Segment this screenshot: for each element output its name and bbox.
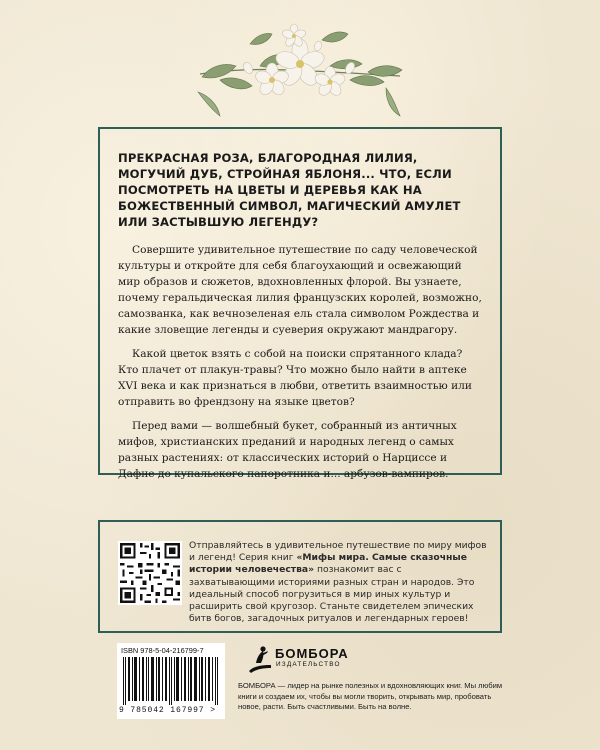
publisher-subtitle: ИЗДАТЕЛЬСТВО	[276, 661, 341, 668]
series-info-text: Отправляйтесь в удивительное путешествие по миру мифов и легенд! Серия книг «Мифы мира. Самые сказочные истории человечества» познакомит вас с захватывающими историями разных стран и народов. Это идеальный способ погрузиться в мир иных культур и расширить свой кругозор. Станьте свидетелем эпических битв богов, загадочных ритуалов и легендарных героев!	[189, 540, 487, 625]
description-paragraph: Совершите удивительное путешествие по саду человеческой культуры и откройте для себя благоухающий и освежающий мир образов и сюжетов, вдохновленных флорой. Вы узнаете, почему геральдическая лилия французских королей, возможно, самозванка, как вечнозеленая ель стала символом Рождества и какие зловещие легенды и суеверия окружают мандрагору.	[118, 244, 482, 336]
bombora-rider-icon	[247, 645, 273, 673]
qr-code-icon	[118, 541, 182, 605]
back-cover-headline: ПРЕКРАСНАЯ РОЗА, БЛАГОРОДНАЯ ЛИЛИЯ, МОГУЧИЙ ДУБ, СТРОЙНАЯ ЯБЛОНЯ... ЧТО, ЕСЛИ ПОСМОТРЕТЬ НА ЦВЕТЫ И ДЕРЕВЬЯ КАК НА БОЖЕСТВЕННЫЙ СИМВОЛ, МАГИЧЕСКИЙ АМУЛЕТ ИЛИ ЗАСТЫВШУЮ ЛЕГЕНДУ?	[118, 151, 461, 229]
description-paragraph: Перед вами — волшебный букет, собранный из античных мифов, христианских преданий и народных легенд о самых разных растениях: от классических историй о Нарциссе и Дафне до купальского папоротника и... арбузов-вампиров.	[118, 420, 457, 480]
isbn-label: ISBN 978-5-04-216799-7	[121, 646, 204, 655]
barcode	[117, 643, 225, 719]
barcode-digits: 9 785042 167997 >	[119, 706, 216, 715]
publisher-description: БОМБОРА — лидер на рынке полезных и вдохновляющих книг. Мы любим книги и создаем их, чтобы вы могли творить, открывать мир, пробовать новое, расти. Быть счастливыми. Быть на волне.	[238, 681, 503, 712]
series-title: «Мифы мира. Самые сказочные истории человечества»	[189, 552, 467, 576]
publisher-name: БОМБОРА	[275, 646, 349, 661]
publisher-logo	[247, 645, 377, 673]
barcode-icon	[121, 657, 221, 705]
description-paragraph: Какой цветок взять с собой на поиски спрятанного клада? Кто плачет от плакун-травы? Что можно было найти в аптеке XVI века и как признаться в любви, ответить взаимностью или отправить во френдзону на языке цветов?	[118, 348, 472, 408]
description-block	[118, 150, 486, 490]
jasmine-flower-ornament-icon	[190, 22, 410, 117]
